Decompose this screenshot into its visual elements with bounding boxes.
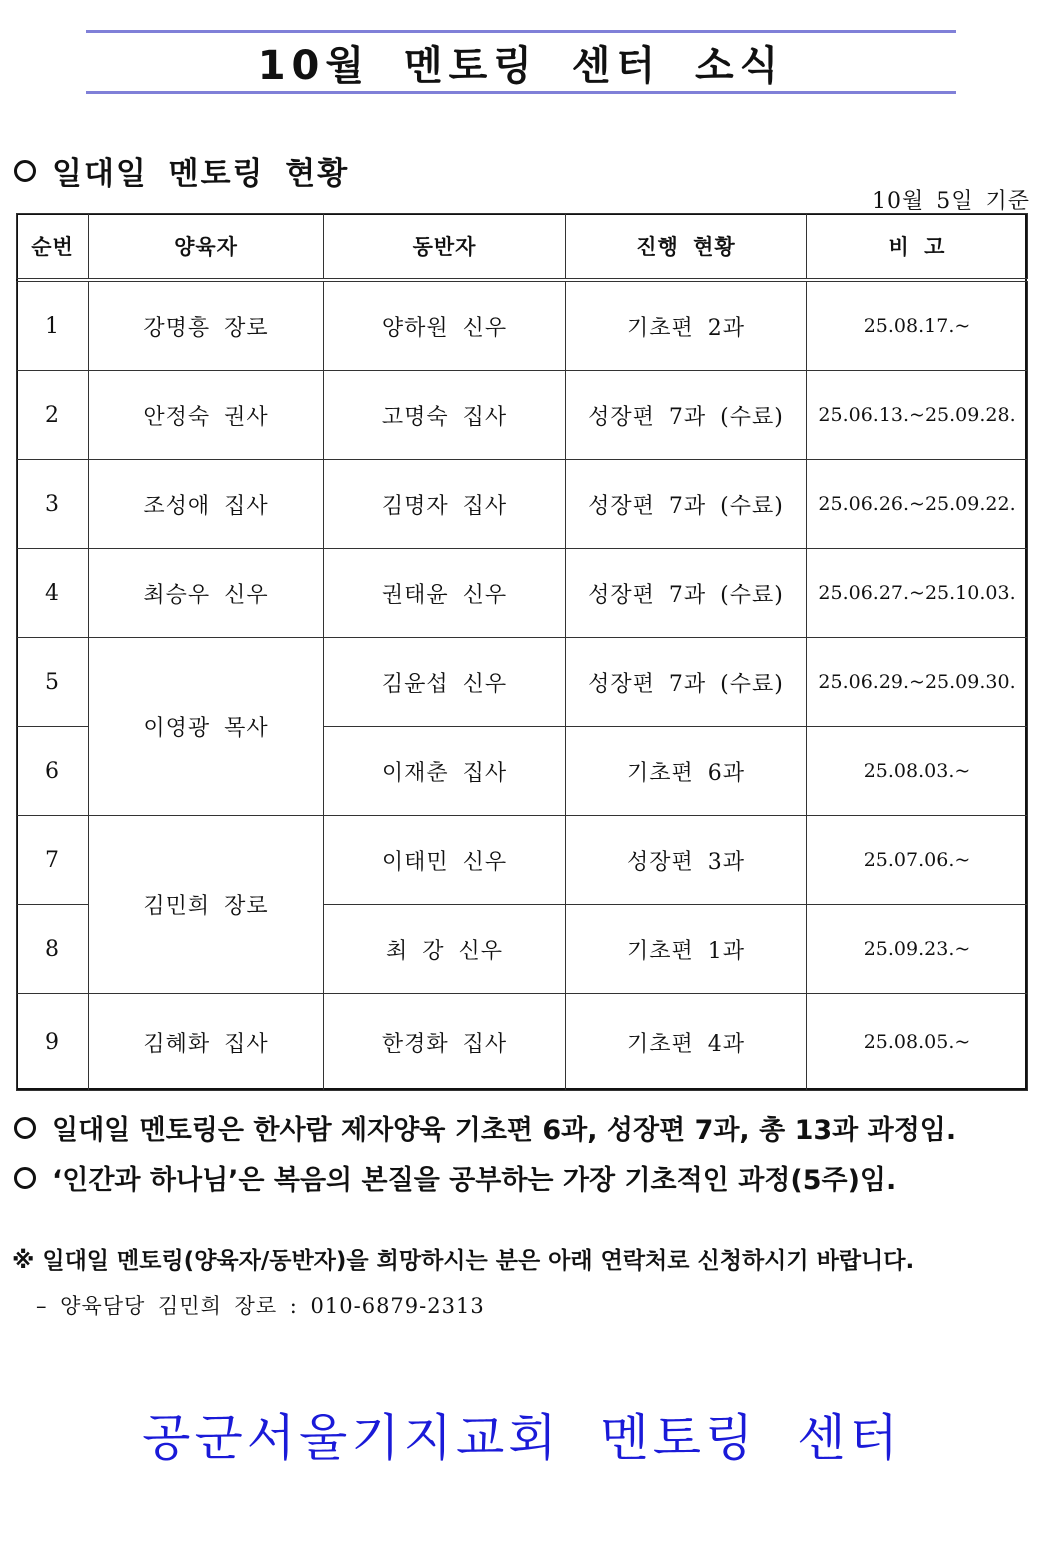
section-heading <box>14 148 349 193</box>
cell-period: 25.08.17.~ <box>807 280 1028 371</box>
cell-no: 2 <box>17 371 89 460</box>
table-row <box>17 549 1028 638</box>
cell-mentor: 강명흥 장로 <box>89 280 324 371</box>
section-heading-text: 일대일 멘토링 현황 <box>52 156 350 192</box>
cell-partner: 최 강 신우 <box>324 905 566 994</box>
cell-no: 4 <box>17 549 89 638</box>
table-row <box>17 638 1028 727</box>
church-center-name: 공군서울기지교회 멘토링 센터 <box>142 1409 902 1467</box>
table-row <box>17 994 1028 1091</box>
note-basic-course <box>14 1158 896 1197</box>
cell-no: 8 <box>17 905 89 994</box>
cell-period: 25.09.23.~ <box>807 905 1028 994</box>
table-row <box>17 460 1028 549</box>
col-header-status: 진행 현황 <box>566 214 807 281</box>
cell-no: 5 <box>17 638 89 727</box>
cell-status: 성장편 7과 (수료) <box>566 638 807 727</box>
cell-partner: 이태민 신우 <box>324 816 566 905</box>
date-note: 10월 5일 기준 <box>872 189 1030 214</box>
table-row <box>17 816 1028 905</box>
cell-period: 25.08.05.~ <box>807 994 1028 1091</box>
table-header-row <box>17 214 1028 281</box>
cell-status: 기초편 2과 <box>566 280 807 371</box>
cell-mentor: 이영광 목사 <box>89 638 324 816</box>
cell-partner: 한경화 집사 <box>324 994 566 1091</box>
cell-status: 기초편 6과 <box>566 727 807 816</box>
cell-mentor: 안정숙 권사 <box>89 371 324 460</box>
cell-status: 성장편 7과 (수료) <box>566 371 807 460</box>
cell-period: 25.06.27.~25.10.03. <box>807 549 1028 638</box>
cell-status: 기초편 4과 <box>566 994 807 1091</box>
circle-bullet-icon <box>14 160 36 182</box>
note-text: ‘인간과 하나님’은 복음의 본질을 공부하는 가장 기초적인 과정(5주)임. <box>52 1165 897 1196</box>
cell-no: 7 <box>17 816 89 905</box>
cell-status: 성장편 3과 <box>566 816 807 905</box>
cell-period: 25.06.26.~25.09.22. <box>807 460 1028 549</box>
mentoring-table <box>16 213 1028 1091</box>
col-header-no: 순번 <box>17 214 89 281</box>
cell-status: 성장편 7과 (수료) <box>566 549 807 638</box>
table-row <box>17 280 1028 371</box>
cell-partner: 김윤섭 신우 <box>324 638 566 727</box>
cell-period: 25.06.13.~25.09.28. <box>807 371 1028 460</box>
cell-no: 3 <box>17 460 89 549</box>
cell-mentor: 김민희 장로 <box>89 816 324 994</box>
circle-bullet-icon <box>14 1117 36 1139</box>
circle-bullet-icon <box>14 1167 36 1189</box>
cell-no: 1 <box>17 280 89 371</box>
cell-partner: 이재춘 집사 <box>324 727 566 816</box>
cell-mentor: 조성애 집사 <box>89 460 324 549</box>
cell-mentor: 최승우 신우 <box>89 549 324 638</box>
cell-no: 6 <box>17 727 89 816</box>
cell-partner: 권태윤 신우 <box>324 549 566 638</box>
cell-period: 25.08.03.~ <box>807 727 1028 816</box>
col-header-partner: 동반자 <box>324 214 566 281</box>
col-header-remarks: 비 고 <box>807 214 1028 281</box>
cell-period: 25.06.29.~25.09.30. <box>807 638 1028 727</box>
cell-partner: 김명자 집사 <box>324 460 566 549</box>
note-curriculum <box>14 1108 956 1147</box>
cell-period: 25.07.06.~ <box>807 816 1028 905</box>
table-row <box>17 371 1028 460</box>
cell-partner: 양하원 신우 <box>324 280 566 371</box>
cell-status: 기초편 1과 <box>566 905 807 994</box>
page-title: 10월 멘토링 센터 소식 <box>257 42 785 89</box>
cell-partner: 고명숙 집사 <box>324 371 566 460</box>
col-header-mentor: 양육자 <box>89 214 324 281</box>
cell-mentor: 김혜화 집사 <box>89 994 324 1091</box>
title-banner <box>86 30 956 94</box>
apply-notice: ※ 일대일 멘토링(양육자/동반자)을 희망하시는 분은 아래 연락처로 신청하시기 바랍니다. <box>12 1248 915 1274</box>
note-text: 일대일 멘토링은 한사람 제자양육 기초편 6과, 성장편 7과, 총 13과 과정임. <box>52 1115 957 1146</box>
contact-info: – 양육담당 김민희 장로 : 010-6879-2313 <box>36 1294 485 1318</box>
cell-no: 9 <box>17 994 89 1091</box>
cell-status: 성장편 7과 (수료) <box>566 460 807 549</box>
